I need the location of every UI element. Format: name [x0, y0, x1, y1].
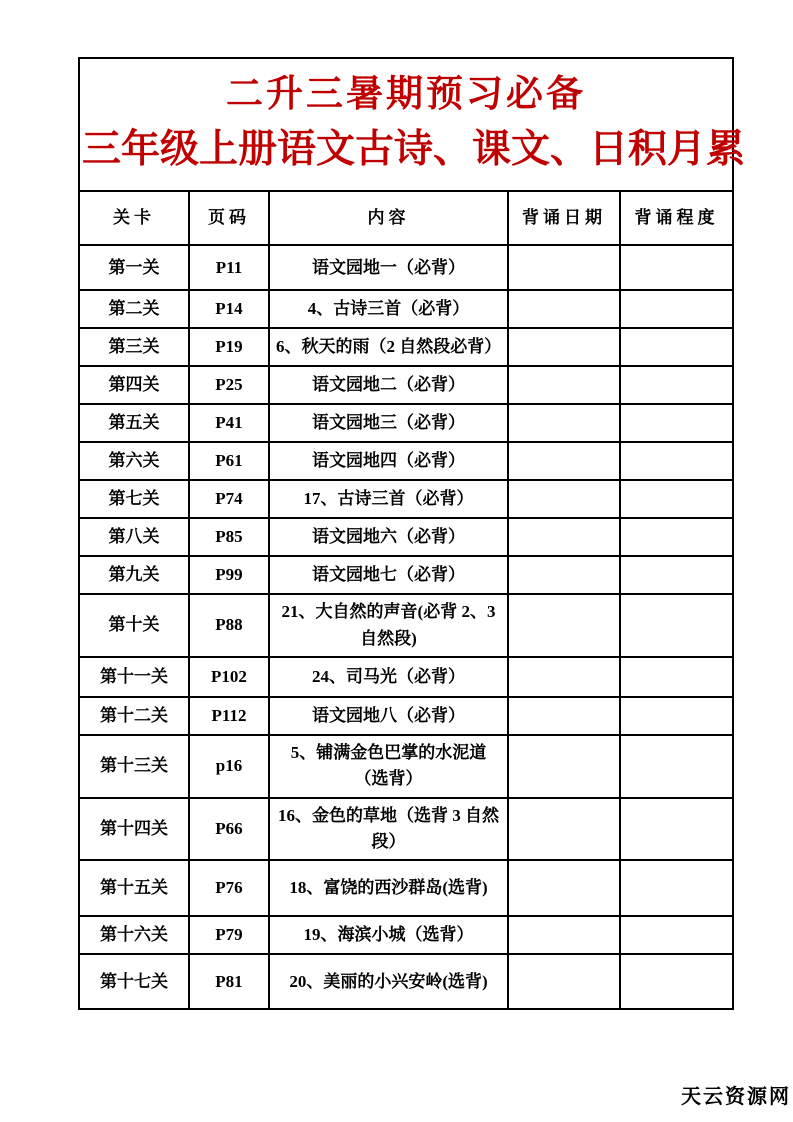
date-cell	[509, 555, 621, 593]
date-cell	[509, 953, 621, 1008]
degree-cell	[621, 593, 732, 656]
content-cell: 语文园地三（必背）	[270, 403, 509, 441]
level-cell: 第八关	[80, 517, 190, 555]
page-cell: P25	[190, 365, 270, 403]
content-cell: 18、富饶的西沙群岛(选背)	[270, 859, 509, 915]
table-row	[80, 859, 732, 915]
content-cell: 语文园地七（必背）	[270, 555, 509, 593]
date-cell	[509, 656, 621, 696]
content-cell: 19、海滨小城（选背）	[270, 915, 509, 953]
column-header-content: 内容	[270, 190, 509, 244]
content-cell: 语文园地四（必背）	[270, 441, 509, 479]
degree-cell	[621, 797, 732, 860]
page-cell: P79	[190, 915, 270, 953]
date-cell	[509, 593, 621, 656]
content-cell: 17、古诗三首（必背）	[270, 479, 509, 517]
table-row	[80, 593, 732, 656]
level-cell: 第一关	[80, 244, 190, 289]
level-cell: 第九关	[80, 555, 190, 593]
table-row	[80, 656, 732, 696]
table-row	[80, 517, 732, 555]
level-cell: 第三关	[80, 327, 190, 365]
content-cell: 5、铺满金色巴掌的水泥道（选背）	[270, 734, 509, 797]
level-cell: 第十关	[80, 593, 190, 656]
date-cell	[509, 859, 621, 915]
date-cell	[509, 289, 621, 327]
level-cell: 第十三关	[80, 734, 190, 797]
date-cell	[509, 441, 621, 479]
table-body	[80, 244, 732, 1008]
degree-cell	[621, 555, 732, 593]
watermark: 天云资源网	[681, 1086, 791, 1108]
table-row	[80, 696, 732, 734]
degree-cell	[621, 365, 732, 403]
table-row	[80, 915, 732, 953]
date-cell	[509, 365, 621, 403]
page-cell: P61	[190, 441, 270, 479]
date-cell	[509, 734, 621, 797]
date-cell	[509, 479, 621, 517]
degree-cell	[621, 289, 732, 327]
page-cell: P66	[190, 797, 270, 860]
page-cell: p16	[190, 734, 270, 797]
table-header-row	[80, 190, 732, 244]
content-cell: 16、金色的草地（选背 3 自然段）	[270, 797, 509, 860]
degree-cell	[621, 441, 732, 479]
level-cell: 第十七关	[80, 953, 190, 1008]
page-cell: P41	[190, 403, 270, 441]
page-cell: P81	[190, 953, 270, 1008]
table-row	[80, 555, 732, 593]
content-cell: 20、美丽的小兴安岭(选背)	[270, 953, 509, 1008]
column-header-level: 关卡	[80, 190, 190, 244]
date-cell	[509, 696, 621, 734]
level-cell: 第十六关	[80, 915, 190, 953]
page-cell: P19	[190, 327, 270, 365]
content-cell: 语文园地一（必背）	[270, 244, 509, 289]
degree-cell	[621, 696, 732, 734]
degree-cell	[621, 859, 732, 915]
page-cell: P102	[190, 656, 270, 696]
page-cell: P85	[190, 517, 270, 555]
table-row	[80, 441, 732, 479]
degree-cell	[621, 517, 732, 555]
table-row	[80, 327, 732, 365]
level-cell: 第四关	[80, 365, 190, 403]
page-cell: P76	[190, 859, 270, 915]
table-row	[80, 244, 732, 289]
degree-cell	[621, 479, 732, 517]
degree-cell	[621, 915, 732, 953]
level-cell: 第十四关	[80, 797, 190, 860]
table-row	[80, 289, 732, 327]
degree-cell	[621, 403, 732, 441]
page-cell: P88	[190, 593, 270, 656]
content-cell: 21、大自然的声音(必背 2、3 自然段)	[270, 593, 509, 656]
content-cell: 4、古诗三首（必背）	[270, 289, 509, 327]
degree-cell	[621, 734, 732, 797]
worksheet-sheet	[78, 57, 746, 1010]
page-cell: P11	[190, 244, 270, 289]
date-cell	[509, 244, 621, 289]
page-cell: P14	[190, 289, 270, 327]
title-block	[80, 59, 746, 190]
document-title: 二升三暑期预习必备	[226, 74, 586, 115]
table-row	[80, 797, 732, 860]
degree-cell	[621, 953, 732, 1008]
level-cell: 第十二关	[80, 696, 190, 734]
table-row	[80, 365, 732, 403]
date-cell	[509, 915, 621, 953]
date-cell	[509, 327, 621, 365]
document-subtitle: 三年级上册语文古诗、课文、日积月累	[82, 128, 746, 172]
content-cell: 语文园地二（必背）	[270, 365, 509, 403]
level-cell: 第七关	[80, 479, 190, 517]
date-cell	[509, 797, 621, 860]
content-cell: 语文园地六（必背）	[270, 517, 509, 555]
page-cell: P74	[190, 479, 270, 517]
level-cell: 第五关	[80, 403, 190, 441]
content-cell: 6、秋天的雨（2 自然段必背）	[270, 327, 509, 365]
table-row	[80, 734, 732, 797]
date-cell	[509, 403, 621, 441]
column-header-date: 背诵日期	[509, 190, 621, 244]
degree-cell	[621, 244, 732, 289]
level-cell: 第十五关	[80, 859, 190, 915]
date-cell	[509, 517, 621, 555]
table-row	[80, 479, 732, 517]
level-cell: 第二关	[80, 289, 190, 327]
degree-cell	[621, 327, 732, 365]
column-header-page: 页码	[190, 190, 270, 244]
degree-cell	[621, 656, 732, 696]
level-cell: 第十一关	[80, 656, 190, 696]
column-header-degree: 背诵程度	[621, 190, 732, 244]
table-row	[80, 953, 732, 1008]
content-cell: 语文园地八（必背）	[270, 696, 509, 734]
table-row	[80, 403, 732, 441]
page-cell: P112	[190, 696, 270, 734]
page-cell: P99	[190, 555, 270, 593]
level-cell: 第六关	[80, 441, 190, 479]
content-cell: 24、司马光（必背）	[270, 656, 509, 696]
